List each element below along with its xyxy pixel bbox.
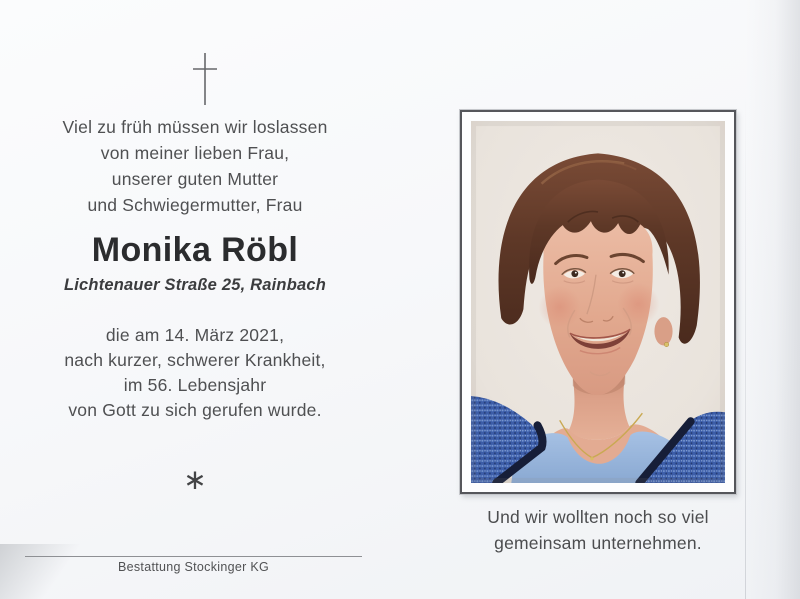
latin-cross-icon bbox=[192, 50, 218, 108]
intro-line: und Schwiegermutter, Frau bbox=[87, 195, 303, 215]
card-fold-crease bbox=[745, 90, 746, 599]
deceased-name: Monika Röbl bbox=[91, 231, 299, 269]
death-line: die am 14. März 2021, bbox=[105, 325, 285, 345]
death-line: nach kurzer, schwerer Krankheit, bbox=[64, 350, 326, 370]
caption-line: gemeinsam unternehmen. bbox=[494, 533, 702, 553]
funeral-home-name: Bestattung Stockinger KG bbox=[117, 560, 270, 574]
intro-verse bbox=[15, 114, 375, 218]
death-line: im 56. Lebensjahr bbox=[123, 375, 267, 395]
card-edge-shadow-right bbox=[746, 0, 800, 599]
footer-divider bbox=[25, 556, 362, 557]
intro-line: von meiner lieben Frau, bbox=[100, 143, 290, 163]
intro-line: Viel zu früh müssen wir loslassen bbox=[62, 117, 328, 137]
death-notice bbox=[15, 323, 375, 423]
death-line: von Gott zu sich gerufen wurde. bbox=[68, 400, 322, 420]
portrait-photo-frame bbox=[460, 110, 736, 494]
caption-line: Und wir wollten noch so viel bbox=[487, 507, 709, 527]
asterisk-icon: ∗ bbox=[183, 464, 207, 495]
intro-line: unserer guten Mutter bbox=[111, 169, 279, 189]
deceased-address: Lichtenauer Straße 25, Rainbach bbox=[63, 276, 327, 294]
photo-caption bbox=[460, 504, 736, 556]
portrait-photo bbox=[471, 121, 725, 483]
